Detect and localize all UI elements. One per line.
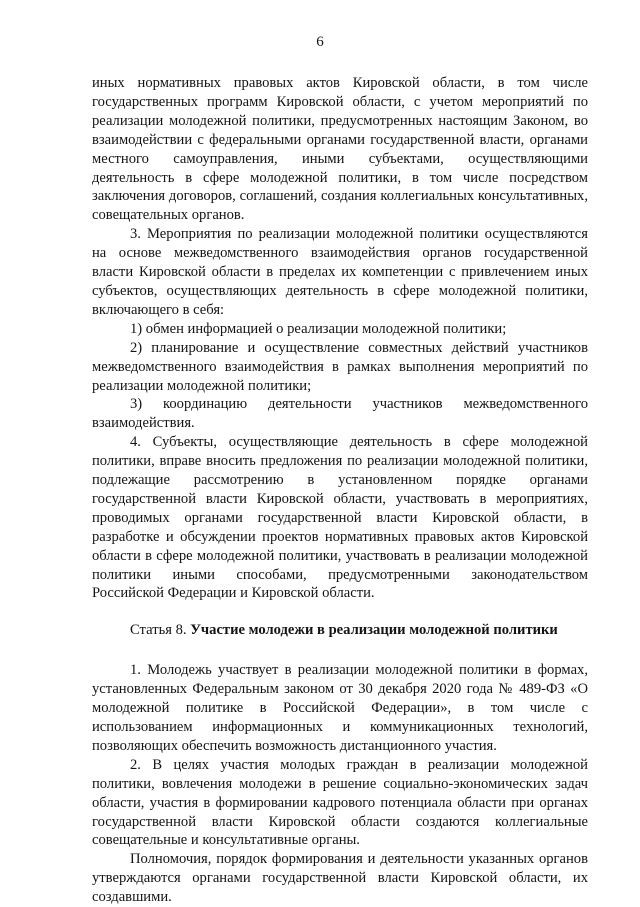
article-title: Участие молодежи в реализации молодежной политики <box>190 622 558 639</box>
page-number: 6 <box>316 34 324 50</box>
paragraph: Полномочия, порядок формирования и деятельности указанных органов утверждаются органами государственной власти Кировской области, их создавшими. <box>92 851 588 906</box>
paragraph: 4. Субъекты, осуществляющие деятельность в сфере молодежной политики, вправе вносить предложения по реализации молодежной политики, подлежащие рассмотрению в установленном порядке органами государственной власти Кировской области, участвовать в мероприятиях, проводимых органами государственной власти Кировской области, в разработке и обсуждении проектов нормативных правовых актов Кировской области в сфере молодежной политики, участвовать в реализации молодежной политики иными способами, предусмотренными законодательством Российской Федерации и Кировской области. <box>92 434 588 602</box>
paragraph: 2. В целях участия молодых граждан в реализации молодежной политики, вовлечения молодежи в решение социально-экономических задач области, участия в формировании кадрового потенциала области при органах государственной власти Кировской области создаются коллегиальные совещательные и консультативные органы. <box>92 756 588 849</box>
list-item: 2) планирование и осуществление совместных действий участников межведомственного взаимодействия в рамках выполнения мероприятий по реализации молодежной политики; <box>92 339 588 394</box>
paragraph: 1. Молодежь участвует в реализации молодежной политики в формах, установленных Федеральным законом от 30 декабря 2020 года № 489-ФЗ «О молодежной политике в Российской Федерации», в том числе с использованием информационных и коммуникационных технологий, позволяющих обеспечить возможность дистанционного участия. <box>92 662 588 754</box>
paragraph: 3. Мероприятия по реализации молодежной политики осуществляются на основе межведомственного взаимодействия органов государственной власти Кировской области в пределах их компетенции с привлечением иных субъектов, осуществляющих деятельность в сфере молодежной политики, включающего в себя: <box>92 226 588 318</box>
document-body <box>92 74 588 907</box>
article-heading <box>92 621 588 640</box>
list-item: 1) обмен информацией о реализации молодежной политики; <box>130 320 507 337</box>
list-item: 3) координацию деятельности участников межведомственного взаимодействия. <box>92 396 588 432</box>
article-prefix: Статья 8. <box>130 622 187 639</box>
paragraph: иных нормативных правовых актов Кировской области, в том числе государственных программ Кировской области, с учетом мероприятий по реализации молодежной политики, предусмотренных настоящим Законом, во взаимодействии с федеральными органами государственной власти, органами местного самоуправления, иными субъектами, осуществляющими деятельность в сфере молодежной политики, в том числе посредством заключения договоров, соглашений, создания коллегиальных консультативных, совещательных органов. <box>92 75 588 224</box>
